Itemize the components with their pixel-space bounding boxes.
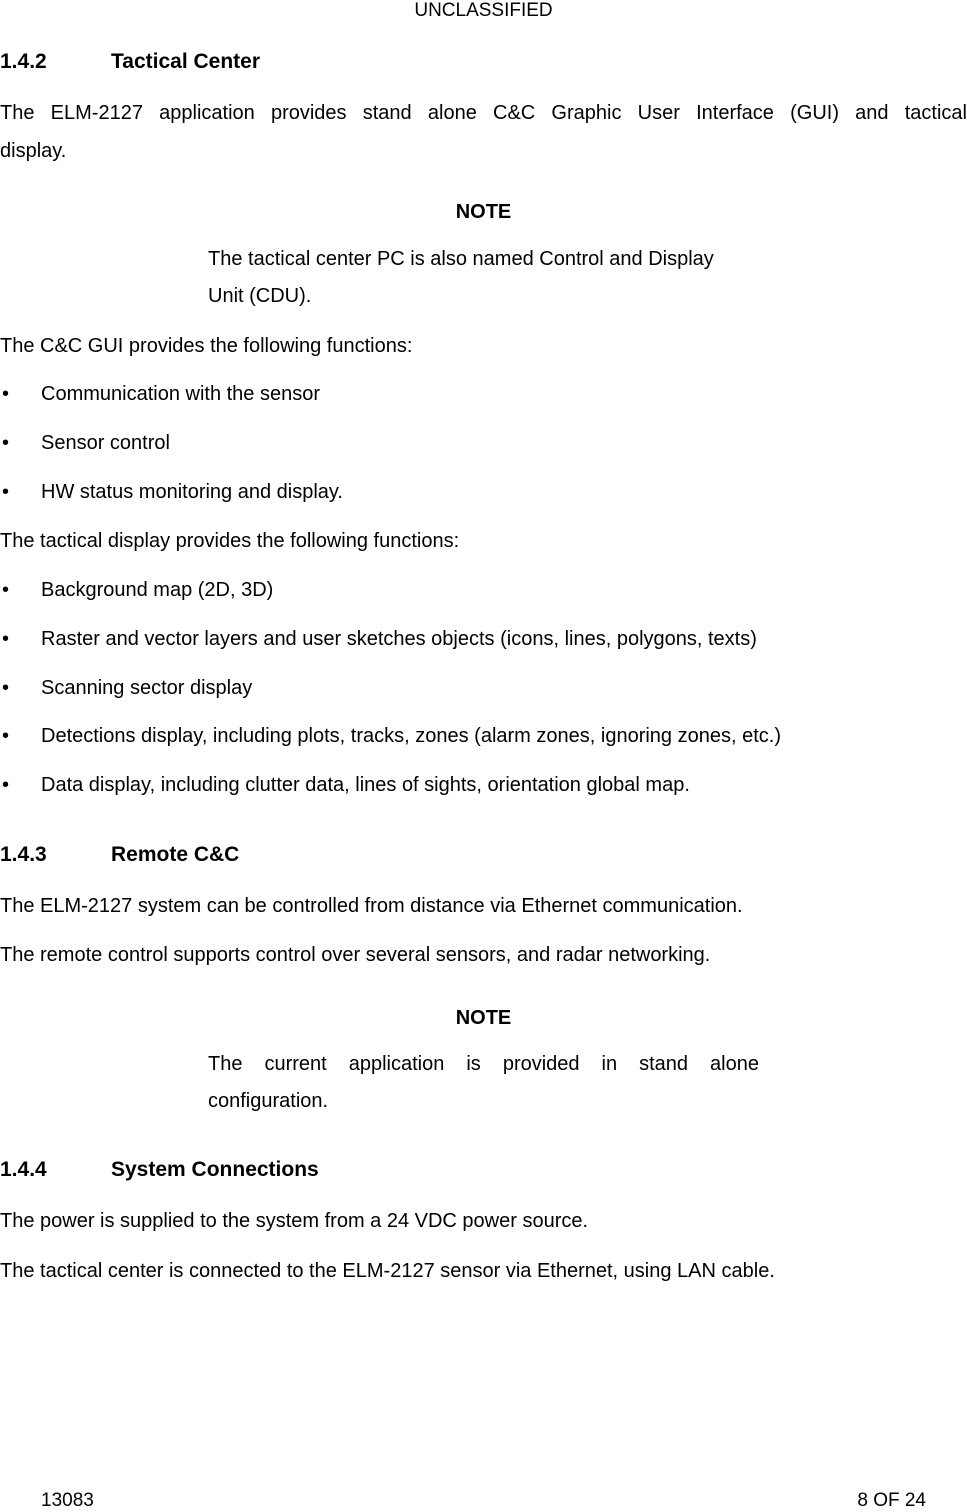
note-body-line2: Unit (CDU). <box>208 285 312 307</box>
list-item-text: Scanning sector display <box>41 677 253 699</box>
note-body-line1: The current application is provided in stand alone <box>208 1053 759 1075</box>
bullet-icon: • <box>2 432 10 454</box>
section-number: 1.4.3 <box>0 843 47 866</box>
bullet-icon: • <box>2 383 10 405</box>
note-title: NOTE <box>455 1007 512 1029</box>
paragraph-intro-line1: The ELM-2127 application provides stand alone C&C Graphic User Interface (GUI) and tactical <box>0 102 967 124</box>
document-number: 13083 <box>41 1490 94 1511</box>
section-heading-1-4-3 <box>0 843 967 869</box>
list-item-text: HW status monitoring and display. <box>41 481 343 503</box>
list-item-text: Sensor control <box>41 432 170 454</box>
section-title: Remote C&C <box>111 843 240 866</box>
list-item-text: Communication with the sensor <box>41 383 321 405</box>
note-body-line2: configuration. <box>208 1090 329 1112</box>
section-number: 1.4.2 <box>0 50 47 73</box>
paragraph-display-intro: The tactical display provides the following functions: <box>0 530 460 552</box>
section-heading-1-4-2 <box>0 50 967 76</box>
page-number: 8 OF 24 <box>857 1490 926 1511</box>
bullet-icon: • <box>2 579 10 601</box>
list-item-text: Data display, including clutter data, lines of sights, orientation global map. <box>41 774 690 796</box>
list-item-text: Detections display, including plots, tracks, zones (alarm zones, ignoring zones, etc.) <box>41 725 781 747</box>
section-title: Tactical Center <box>111 50 260 73</box>
list-item-text: Raster and vector layers and user sketches objects (icons, lines, polygons, texts) <box>41 628 757 650</box>
bullet-icon: • <box>2 677 10 699</box>
bullet-icon: • <box>2 725 10 747</box>
section-number: 1.4.4 <box>0 1158 47 1181</box>
paragraph-remote-2: The remote control supports control over several sensors, and radar networking. <box>0 944 711 966</box>
paragraph-gui-intro: The C&C GUI provides the following functions: <box>0 335 413 357</box>
bullet-icon: • <box>2 481 10 503</box>
list-item-text: Background map (2D, 3D) <box>41 579 274 601</box>
bullet-icon: • <box>2 774 10 796</box>
bullet-icon: • <box>2 628 10 650</box>
section-heading-1-4-4 <box>0 1158 967 1184</box>
section-title: System Connections <box>111 1158 319 1181</box>
paragraph-connection: The tactical center is connected to the ELM-2127 sensor via Ethernet, using LAN cable. <box>0 1260 775 1282</box>
paragraph-remote-1: The ELM-2127 system can be controlled from distance via Ethernet communication. <box>0 895 743 917</box>
classification-header: UNCLASSIFIED <box>414 0 553 21</box>
paragraph-intro-line2: display. <box>0 140 67 162</box>
paragraph-power: The power is supplied to the system from a 24 VDC power source. <box>0 1210 589 1232</box>
note-title: NOTE <box>455 201 512 223</box>
note-body-line1: The tactical center PC is also named Control and Display <box>208 248 714 270</box>
